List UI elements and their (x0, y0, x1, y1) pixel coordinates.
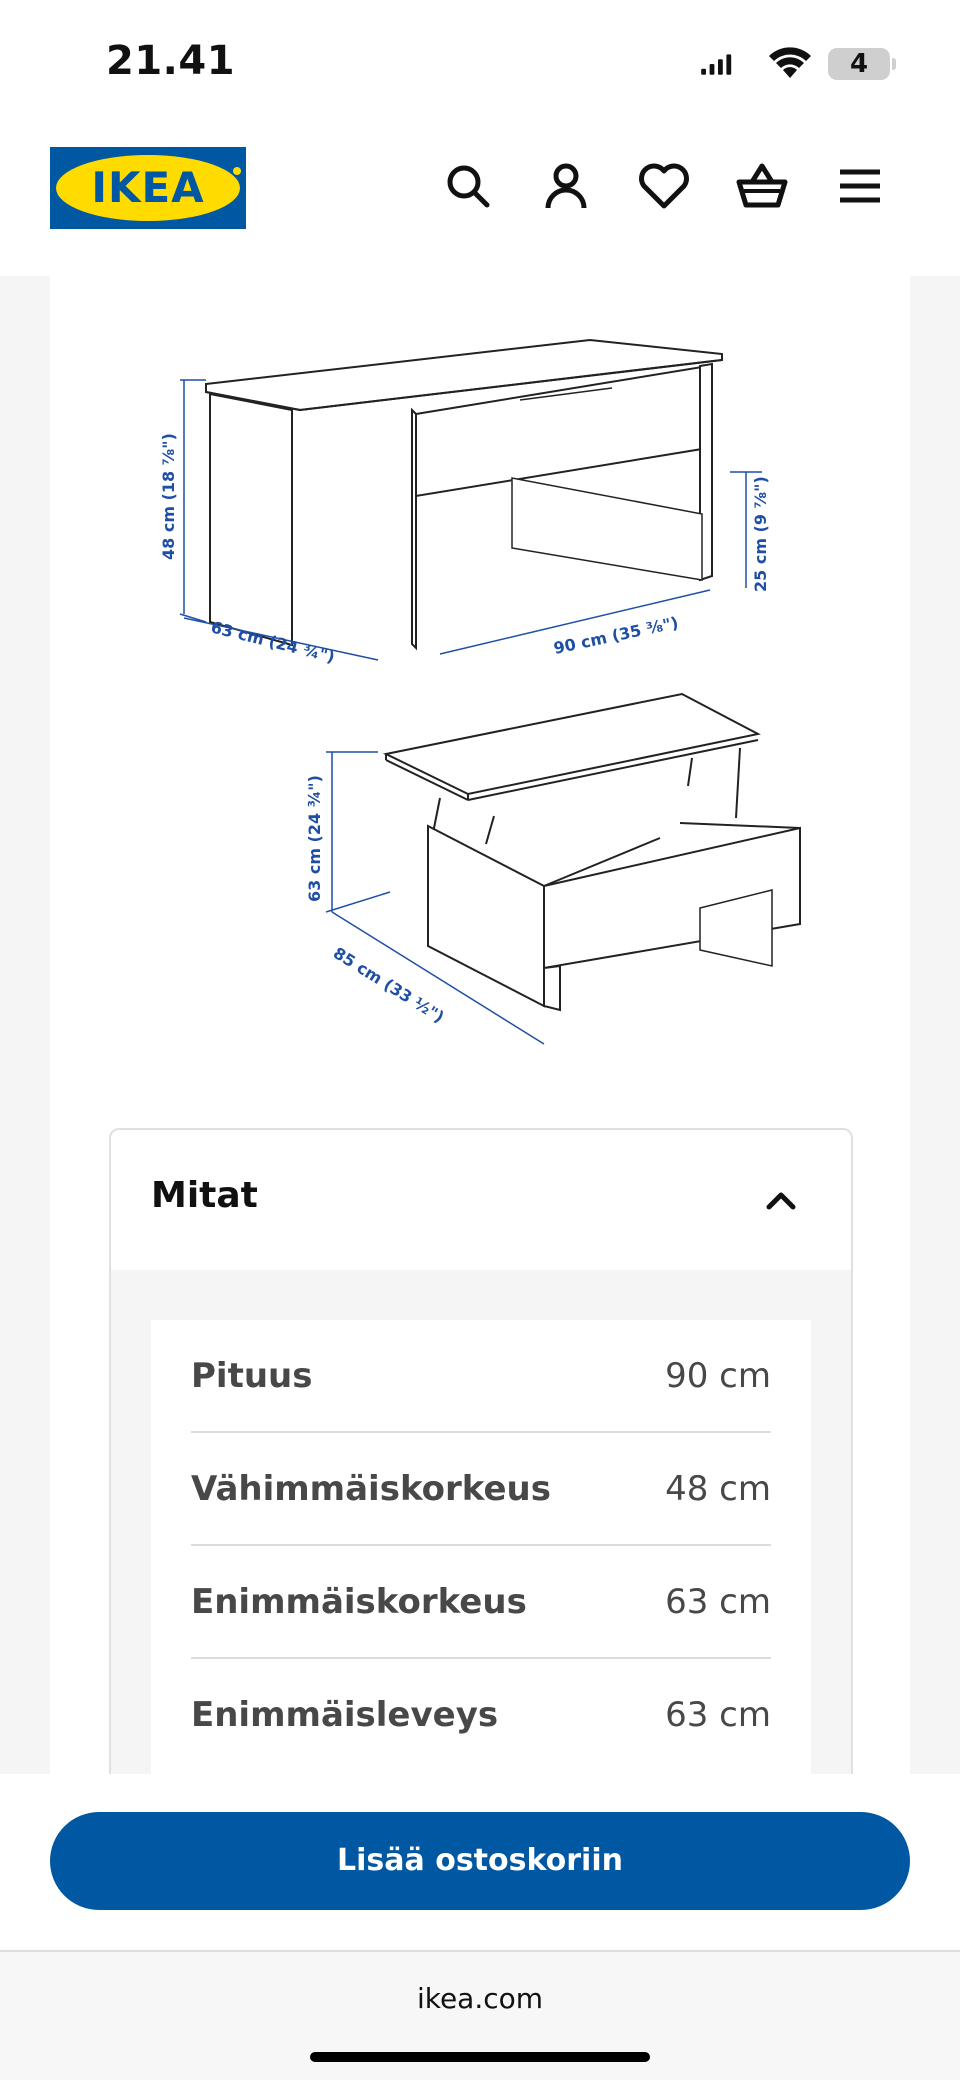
search-icon[interactable] (440, 158, 496, 214)
dimension-value: 48 cm (665, 1469, 771, 1509)
add-to-cart-bar (0, 1774, 960, 1950)
product-dimension-illustration (140, 318, 860, 1078)
dimensions-accordion (109, 1128, 853, 1832)
dimension-row-length (191, 1320, 771, 1433)
status-bar (0, 0, 960, 120)
closed-table-drawing (206, 340, 722, 648)
menu-icon[interactable] (832, 158, 888, 214)
dimension-row-min-height (191, 1433, 771, 1546)
dimension-label: Pituus (191, 1356, 313, 1396)
open-table-drawing (386, 694, 800, 1010)
chevron-up-icon[interactable] (761, 1180, 801, 1220)
open-diagonal-label: 85 cm (33 ½") (329, 943, 448, 1027)
site-header (0, 120, 960, 276)
dimensions-list (151, 1320, 811, 1832)
cellular-signal-icon (701, 54, 731, 74)
closed-shelf-height-label: 25 cm (9 ⅞") (751, 476, 770, 592)
logo-registered-mark (233, 167, 241, 175)
dimension-value: 90 cm (665, 1356, 771, 1396)
user-icon[interactable] (538, 158, 594, 214)
dimension-label: Enimmäiskorkeus (191, 1582, 527, 1622)
wifi-icon (768, 44, 812, 80)
accordion-body (111, 1270, 851, 1830)
closed-width-label: 90 cm (35 ⅜") (551, 612, 680, 658)
add-to-cart-button[interactable]: Lisää ostoskoriin (50, 1812, 910, 1910)
browser-url-bar (0, 1950, 960, 2080)
dimension-row-max-height (191, 1546, 771, 1659)
status-time: 21.41 (106, 38, 236, 84)
heart-icon[interactable] (636, 158, 692, 214)
logo-text: IKEA (91, 163, 205, 212)
open-max-height-label: 63 cm (24 ¾") (305, 775, 324, 902)
home-indicator[interactable] (310, 2052, 650, 2062)
closed-depth-label: 63 cm (24 ¾") (209, 617, 337, 667)
dimension-label: Enimmäisleveys (191, 1695, 499, 1735)
closed-height-label: 48 cm (18 ⅞") (159, 433, 178, 560)
dimension-row-max-width (191, 1659, 771, 1772)
open-dimension-labels (305, 775, 448, 1027)
dimension-value: 63 cm (665, 1582, 771, 1622)
ikea-logo[interactable] (50, 147, 246, 229)
url-text[interactable]: ikea.com (416, 1982, 544, 2015)
basket-icon[interactable] (734, 158, 790, 214)
dimension-value: 63 cm (665, 1695, 771, 1735)
battery-tip (892, 58, 896, 70)
accordion-title: Mitat (151, 1175, 258, 1216)
dimension-label: Vähimmäiskorkeus (191, 1469, 551, 1509)
battery-icon: 4 (828, 48, 890, 80)
accordion-header[interactable] (111, 1130, 851, 1270)
